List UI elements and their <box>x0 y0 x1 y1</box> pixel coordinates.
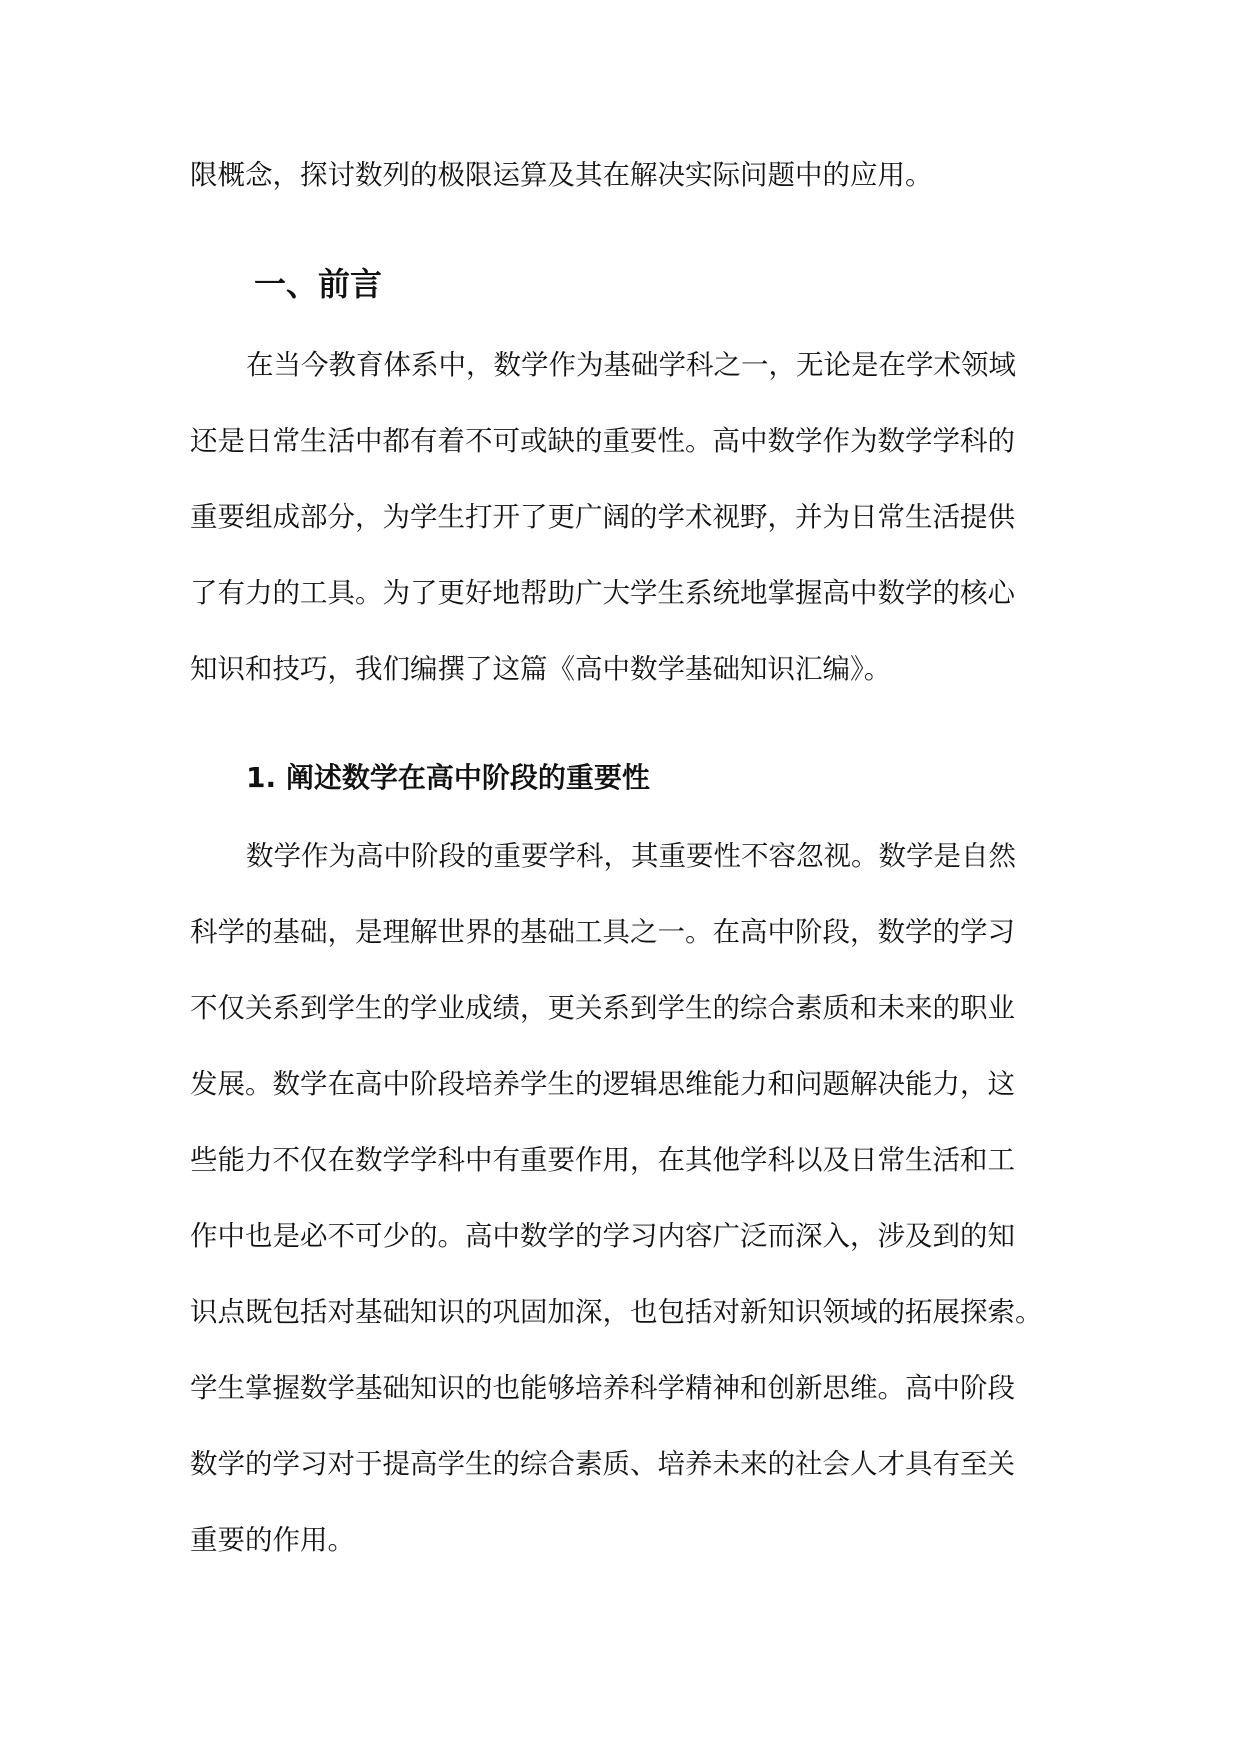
subsection-heading-importance: 1. 阐述数学在高中阶段的重要性 <box>246 761 650 794</box>
paragraph-line: 科学的基础，是理解世界的基础工具之一。在高中阶段，数学的学习 <box>190 916 1015 948</box>
paragraph-line: 知识和技巧，我们编撰了这篇《高中数学基础知识汇编》。 <box>190 653 892 685</box>
paragraph-line: 作中也是必不可少的。高中数学的学习内容广泛而深入，涉及到的知 <box>190 1220 1015 1252</box>
paragraph-line: 在当今教育体系中，数学作为基础学科之一，无论是在学术领域 <box>246 349 1016 381</box>
paragraph-line: 识点既包括对基础知识的巩固加深，也包括对新知识领域的拓展探索。 <box>190 1296 1043 1328</box>
intro-tail-line: 限概念，探讨数列的极限运算及其在解决实际问题中的应用。 <box>190 159 933 191</box>
paragraph-line: 学生掌握数学基础知识的也能够培养科学精神和创新思维。高中阶段 <box>190 1372 1015 1404</box>
paragraph-line: 数学作为高中阶段的重要学科，其重要性不容忽视。数学是自然 <box>246 840 1016 872</box>
paragraph-line: 些能力不仅在数学学科中有重要作用，在其他学科以及日常生活和工 <box>190 1144 1015 1176</box>
paragraph-line: 不仅关系到学生的学业成绩，更关系到学生的综合素质和未来的职业 <box>190 992 1015 1024</box>
paragraph-line: 数学的学习对于提高学生的综合素质、培养未来的社会人才具有至关 <box>190 1448 1015 1480</box>
section-heading-preface: 一、前言 <box>254 265 383 303</box>
paragraph-line: 重要组成部分，为学生打开了更广阔的学术视野，并为日常生活提供 <box>190 501 1015 533</box>
paragraph-line: 了有力的工具。为了更好地帮助广大学生系统地掌握高中数学的核心 <box>190 577 1015 609</box>
paragraph-line: 还是日常生活中都有着不可或缺的重要性。高中数学作为数学学科的 <box>190 425 1015 457</box>
paragraph-line: 发展。数学在高中阶段培养学生的逻辑思维能力和问题解决能力，这 <box>190 1068 1015 1100</box>
paragraph-line: 重要的作用。 <box>190 1524 355 1556</box>
